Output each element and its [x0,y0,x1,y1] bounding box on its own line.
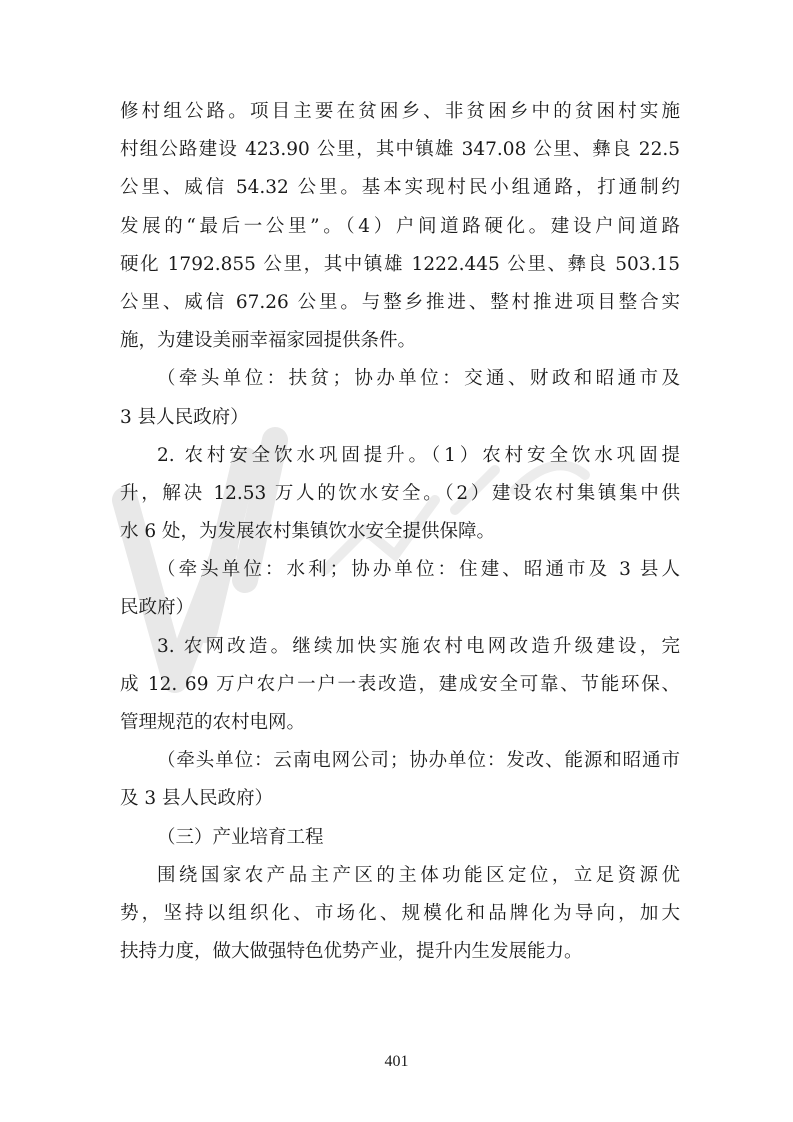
text-line: 硬化 1792.855 公里，其中镇雄 1222.445 公里、彝良 503.15 [120,253,680,275]
text-line: 围绕国家农产品主产区的主体功能区定位，立足资源优 [157,864,680,886]
text-line: 发展的“最后一公里”。（4）户间道路硬化。建设户间道路 [120,215,680,237]
text-line: 成 12. 69 万户农户一户一表改造，建成安全可靠、节能环保、 [120,673,680,695]
text-line: （三）产业培育工程 [157,826,324,848]
text-line: 修村组公路。项目主要在贫困乡、非贫困乡中的贫困村实施 [120,101,680,122]
text-line: （牵头单位：云南电网公司；协办单位：发改、能源和昭通市 [157,750,680,772]
text-line: 及 3 县人民政府） [120,788,274,810]
text-line: 施，为建设美丽幸福家园提供条件。 [120,330,417,352]
text-line: 3. 农网改造。继续加快实施农村电网改造升级建设，完 [157,635,680,657]
text-line: 水 6 处，为发展农村集镇饮水安全提供保障。 [120,521,496,543]
text-line: （牵头单位：扶贫；协办单位：交通、财政和昭通市及 [157,368,680,390]
text-line: （牵头单位：水利；协办单位：住建、昭通市及 3 县人 [157,559,680,581]
text-line: 扶持力度，做大做强特色优势产业，提升内生发展能力。 [120,941,583,963]
text-line: 管理规范的农村电网。 [120,712,306,733]
text-line: 公里、威信 67.26 公里。与整乡推进、整村推进项目整合实 [120,291,680,313]
text-line: 势，坚持以组织化、市场化、规模化和品牌化为导向，加大 [120,902,680,924]
document-body [120,98,680,976]
text-line: 村组公路建设 423.90 公里，其中镇雄 347.08 公里、彝良 22.5 [120,139,680,161]
text-line: 民政府） [120,597,195,619]
text-line: 2. 农村安全饮水巩固提升。（1）农村安全饮水巩固提 [157,444,680,466]
text-line: 公里、威信 54.32 公里。基本实现村民小组通路，打通制约 [120,177,680,199]
page-number: 401 [384,1053,409,1070]
text-line: 升，解决 12.53 万人的饮水安全。（2）建设农村集镇集中供 [120,482,680,504]
text-line: 3 县人民政府） [120,406,249,428]
